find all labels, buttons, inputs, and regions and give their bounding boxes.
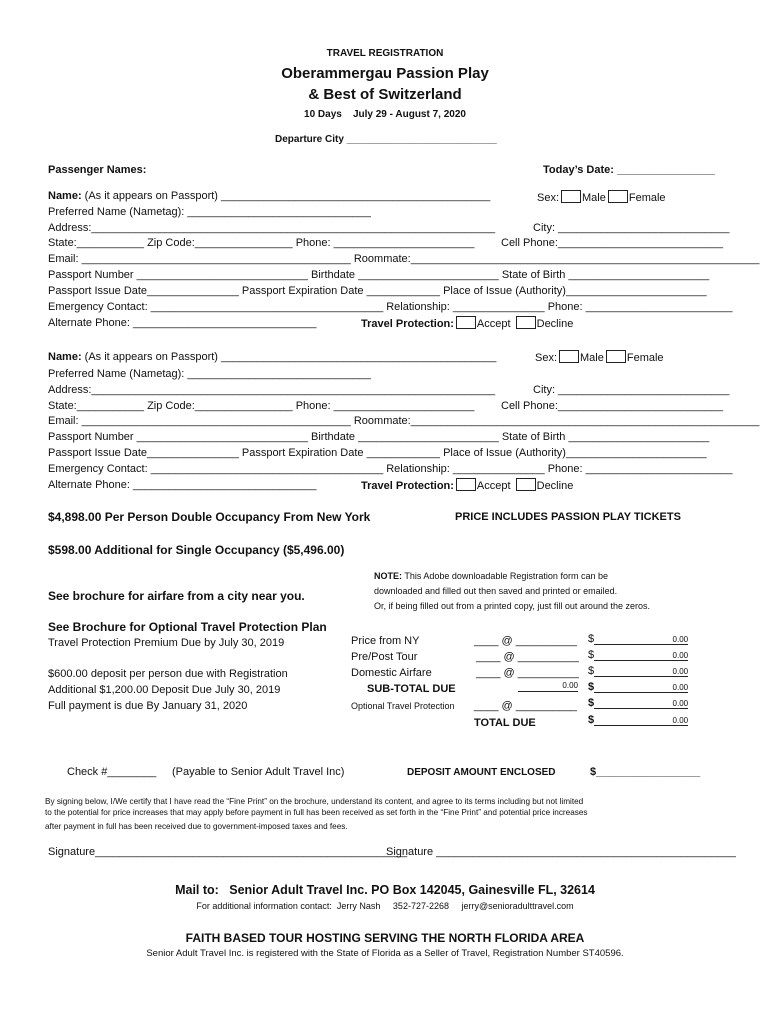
amount-value: 0.00 — [594, 716, 688, 726]
accept-label: Accept — [476, 318, 511, 330]
email-roommate-field[interactable]: Email: ____________________________________________ Roommate:_________________________________________________________ — [48, 253, 760, 265]
note-line-1 — [374, 571, 608, 581]
note-line-3: Or, if being filled out from a printed copy, just fill out around the zeros. — [374, 601, 650, 611]
accept-label: Accept — [476, 480, 511, 492]
single-occupancy-price: $598.00 Additional for Single Occupancy ($5,496.00) — [48, 543, 345, 557]
total-due-amount — [588, 714, 688, 726]
decline-label: Decline — [536, 480, 574, 492]
preferred-name-field[interactable]: Preferred Name (Nametag): ______________________________ — [48, 368, 371, 380]
price-includes-note: PRICE INCLUDES PASSION PLAY TICKETS — [455, 511, 681, 523]
cell-phone-field[interactable]: Cell Phone:___________________________ — [501, 237, 724, 249]
male-label: Male — [582, 192, 606, 204]
airfare-note: See brochure for airfare from a city near you. — [48, 589, 305, 603]
contact-info: For additional information contact: Jerry Nash 352-727-2268 jerry@senioradulttravel.com — [196, 901, 574, 911]
form-title-line2: & Best of Switzerland — [308, 86, 462, 103]
male-checkbox[interactable] — [559, 350, 579, 363]
payable-to-note: (Payable to Senior Adult Travel Inc) — [172, 766, 345, 778]
state-zip-phone-field[interactable]: State:___________ Zip Code:________________ Phone: _______________________ — [48, 237, 475, 249]
decline-checkbox[interactable] — [516, 478, 536, 491]
travel-protection-selector — [361, 478, 573, 492]
subtotal-mid-value: 0.00 — [518, 681, 578, 692]
amount-value: 0.00 — [594, 667, 688, 677]
alternate-phone-field[interactable]: Alternate Phone: ______________________________ — [48, 479, 317, 491]
amount-value: 0.00 — [594, 651, 688, 661]
preferred-name-field[interactable]: Preferred Name (Nametag): ______________________________ — [48, 206, 371, 218]
note-text: This Adobe downloadable Registration form can be — [402, 571, 608, 581]
todays-date-field[interactable]: Today’s Date: ________________ — [543, 164, 715, 176]
female-label: Female — [628, 192, 666, 204]
female-checkbox[interactable] — [606, 350, 626, 363]
city-field[interactable]: City: ____________________________ — [533, 384, 730, 396]
legal-line-2: to the potential for price increases that may apply before payment in full has been received as set forth in the “Fine Print” and potential price increases — [45, 808, 588, 817]
departure-city-field[interactable]: Departure City ___________________________ — [275, 134, 497, 145]
pre-post-tour-label: Pre/Post Tour — [351, 651, 418, 663]
form-title-line1: Oberammergau Passion Play — [281, 65, 489, 82]
passenger-names-label: Passenger Names: — [48, 164, 147, 176]
male-label: Male — [580, 352, 604, 364]
note-line-2: downloaded and filled out then saved and printed or emailed. — [374, 586, 618, 596]
amount-value: 0.00 — [594, 699, 688, 709]
travel-protection-label: Travel Protection: — [361, 480, 454, 492]
dollar-sign: $ — [588, 714, 595, 726]
additional-deposit-note: Additional $1,200.00 Deposit Due July 30, 2019 — [48, 684, 281, 696]
dollar-sign: $ — [588, 681, 595, 693]
signature-field-2[interactable]: Signature _________________________________________________ — [386, 846, 736, 858]
optional-protection-amount[interactable] — [588, 697, 688, 709]
travel-protection-selector — [361, 316, 573, 330]
deposit-amount-field[interactable]: $_________________ — [590, 766, 701, 778]
domestic-airfare-label: Domestic Airfare — [351, 667, 432, 679]
optional-protection-heading: See Brochure for Optional Travel Protection Plan — [48, 620, 327, 634]
check-number-field[interactable]: Check #________ — [67, 766, 157, 778]
email-roommate-field[interactable]: Email: ____________________________________________ Roommate:_________________________________________________________ — [48, 415, 760, 427]
mail-to-label: Mail to: — [175, 883, 219, 897]
premium-due-note: Travel Protection Premium Due by July 30, 2019 — [48, 637, 285, 649]
female-label: Female — [626, 352, 664, 364]
deposit-enclosed-label: DEPOSIT AMOUNT ENCLOSED — [407, 767, 556, 778]
emergency-contact-field[interactable]: Emergency Contact: ______________________________________ Relationship: _______________ Phone: ________________________ — [48, 463, 733, 475]
passport-issue-field[interactable]: Passport Issue Date_______________ Passport Expiration Date ____________ Place of Issue (Authority)_______________________ — [48, 285, 707, 297]
subtotal-amount — [588, 681, 688, 693]
sex-label: Sex: — [535, 352, 558, 364]
name-label: Name: — [48, 190, 82, 202]
passport-number-field[interactable]: Passport Number ____________________________ Birthdate _______________________ State of Birth _______________________ — [48, 269, 710, 281]
sex-label: Sex: — [537, 192, 560, 204]
deposit-note: $600.00 deposit per person due with Registration — [48, 668, 288, 680]
double-occupancy-price: $4,898.00 Per Person Double Occupancy From New York — [48, 510, 371, 524]
name-line: (As it appears on Passport) _____________________________________________ — [81, 351, 497, 363]
dollar-sign: $ — [588, 665, 595, 677]
accept-checkbox[interactable] — [456, 316, 476, 329]
sex-selector — [537, 190, 666, 204]
pre-post-tour-qty[interactable]: ____ @ __________ — [476, 651, 579, 663]
passport-number-field[interactable]: Passport Number ____________________________ Birthdate _______________________ State of Birth _______________________ — [48, 431, 710, 443]
city-field[interactable]: City: ____________________________ — [533, 222, 730, 234]
passport-name-field[interactable] — [48, 190, 490, 202]
full-payment-note: Full payment is due By January 31, 2020 — [48, 700, 248, 712]
legal-line-3: after payment in full has been received due to government-imposed taxes and fees. — [45, 822, 348, 831]
signature-field-1[interactable]: Signature___________________________________________________ — [48, 846, 408, 858]
decline-checkbox[interactable] — [516, 316, 536, 329]
state-zip-phone-field[interactable]: State:___________ Zip Code:________________ Phone: _______________________ — [48, 400, 475, 412]
price-from-ny-amount[interactable] — [588, 633, 688, 645]
optional-protection-qty[interactable]: ____ @ __________ — [474, 700, 577, 712]
mail-to-address: Senior Adult Travel Inc. PO Box 142045, Gainesville FL, 32614 — [229, 883, 595, 897]
accept-checkbox[interactable] — [456, 478, 476, 491]
total-due-label: TOTAL DUE — [474, 717, 536, 729]
tour-dates: 10 Days July 29 - August 7, 2020 — [304, 109, 466, 120]
cell-phone-field[interactable]: Cell Phone:___________________________ — [501, 400, 724, 412]
alternate-phone-field[interactable]: Alternate Phone: ______________________________ — [48, 317, 317, 329]
mail-to-line — [0, 883, 770, 897]
travel-protection-label: Travel Protection: — [361, 318, 454, 330]
price-from-ny-qty[interactable]: ____ @ __________ — [474, 635, 577, 647]
female-checkbox[interactable] — [608, 190, 628, 203]
passport-name-field[interactable] — [48, 351, 496, 363]
sex-selector — [535, 350, 664, 364]
domestic-airfare-amount[interactable] — [588, 665, 688, 677]
form-kicker: TRAVEL REGISTRATION — [326, 48, 444, 59]
male-checkbox[interactable] — [561, 190, 581, 203]
amount-value: 0.00 — [594, 635, 688, 645]
name-line: (As it appears on Passport) ____________________________________________ — [81, 190, 491, 202]
dollar-sign: $ — [588, 697, 595, 709]
pre-post-tour-amount[interactable] — [588, 649, 688, 661]
price-from-ny-label: Price from NY — [351, 635, 420, 647]
decline-label: Decline — [536, 318, 574, 330]
registration-statement: Senior Adult Travel Inc. is registered with the State of Florida as a Seller of Travel, Registration Number ST40596. — [146, 948, 624, 959]
domestic-airfare-qty[interactable]: ____ @ __________ — [476, 667, 579, 679]
amount-value: 0.00 — [594, 683, 688, 693]
passport-issue-field[interactable]: Passport Issue Date_______________ Passport Expiration Date ____________ Place of Issue (Authority)_______________________ — [48, 447, 707, 459]
tagline: FAITH BASED TOUR HOSTING SERVING THE NORTH FLORIDA AREA — [185, 931, 585, 945]
name-label: Name: — [48, 351, 82, 363]
dollar-sign: $ — [588, 633, 595, 645]
emergency-contact-field[interactable]: Emergency Contact: ______________________________________ Relationship: _______________ Phone: ________________________ — [48, 301, 733, 313]
dollar-sign: $ — [588, 649, 595, 661]
optional-protection-label: Optional Travel Protection — [351, 701, 455, 711]
note-label: NOTE: — [374, 571, 402, 581]
legal-line-1: By signing below, I/We certify that I have read the “Fine Print” on the brochure, understand its content, and agree to its terms including but not limited — [45, 797, 584, 806]
subtotal-label: SUB-TOTAL DUE — [367, 683, 456, 695]
address-field[interactable]: Address:__________________________________________________________________ — [48, 384, 496, 396]
address-field[interactable]: Address:__________________________________________________________________ — [48, 222, 496, 234]
